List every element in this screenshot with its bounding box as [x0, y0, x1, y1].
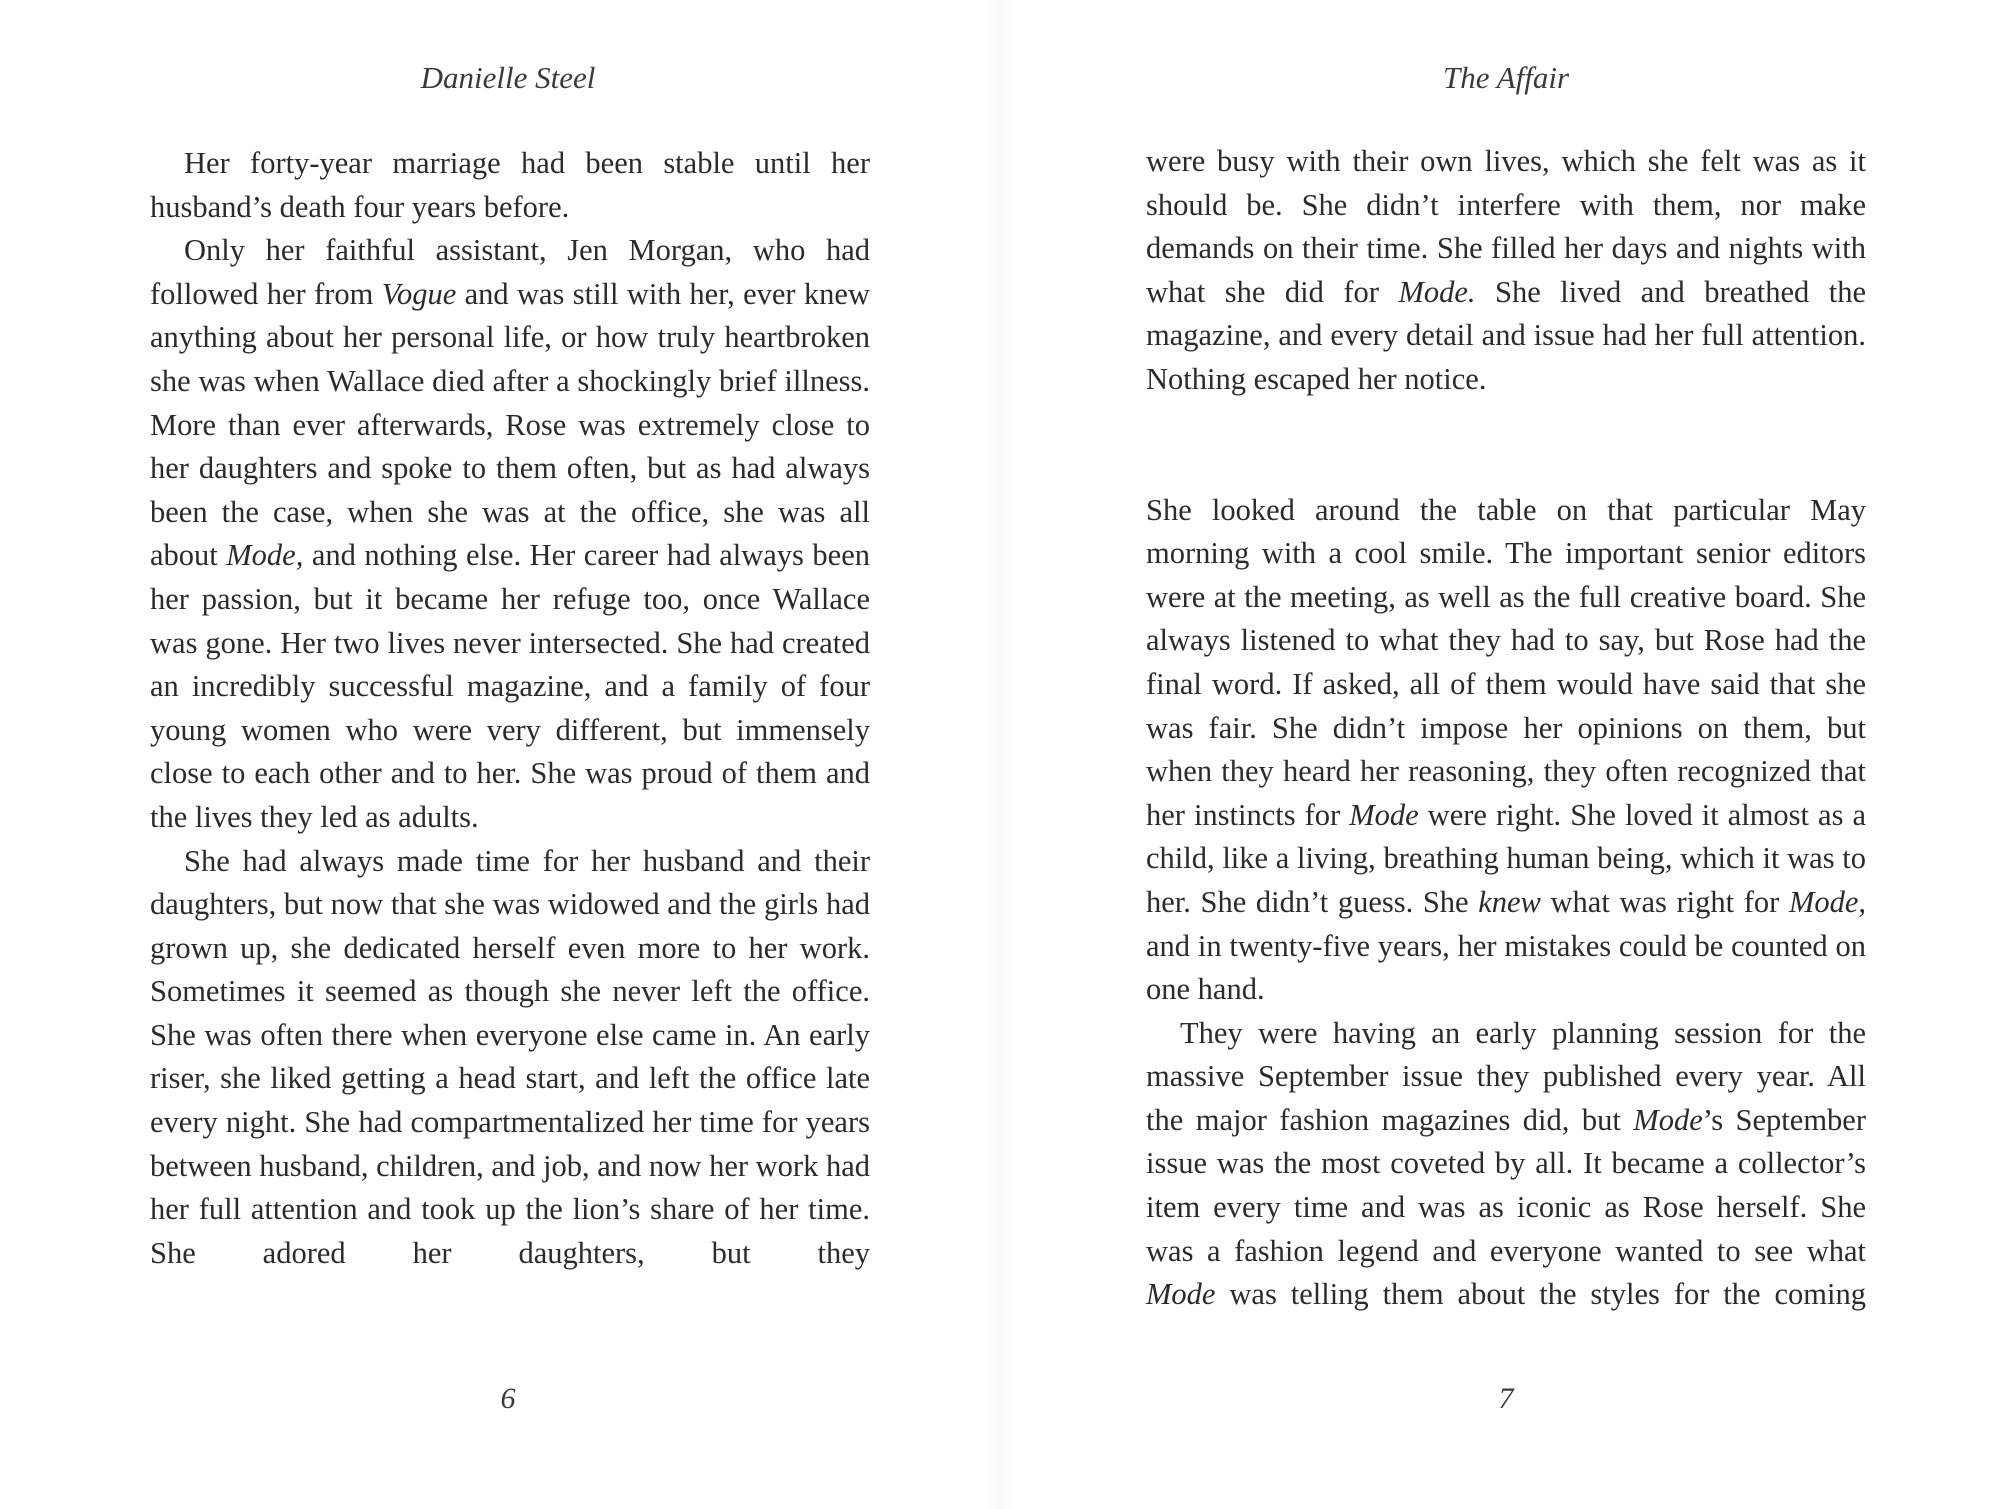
left-page-body: [150, 142, 870, 1275]
italic-title-mode: Mode: [1146, 1277, 1216, 1312]
italic-title-mode: Mode,: [226, 538, 304, 573]
section-break: [1146, 402, 1866, 489]
text-run: and in twenty-five years, her mistakes could be counted on one hand.: [1146, 928, 1866, 1007]
italic-title-vogue: Vogue: [381, 276, 457, 311]
text-run: were right. She loved it almost as a child, like a living, breathing human being, which it was to her. She didn’t guess. She: [1146, 797, 1866, 919]
italic-title-mode: Mode,: [1788, 884, 1867, 919]
text-run: and nothing else. Her career had always been her passion, but it became her refuge too, once Wallace was gone. Her two lives never intersected. She had created an incredibly successful magazine, and a family of four young women who were very different, but immensely close to each other and to her. She was proud of them and the lives they led as adults.: [150, 538, 870, 834]
text-run: Her forty-year marriage had been stable until her husband’s death four years before.: [150, 146, 870, 224]
running-head-author: Danielle Steel: [420, 60, 596, 95]
paragraph: [150, 229, 870, 839]
italic-title-mode: Mode: [1633, 1102, 1703, 1137]
right-page: [1000, 0, 2000, 1509]
right-page-body: [1146, 140, 1866, 1317]
italic-emphasis-knew: knew: [1478, 884, 1541, 919]
paragraph: [1146, 489, 1866, 1012]
text-run: She looked around the table on that particular May morning with a cool smile. The important senior editors were at the meeting, as well as the full creative board. She always listened to what they had to say, but Rose had the final word. If asked, all of them would have said that she was fair. She didn’t impose her opinions on them, but when they heard her reasoning, they often recognized that her instincts for: [1146, 492, 1866, 832]
paragraph: [1146, 140, 1866, 402]
text-run: and was still with her, ever knew anything about her personal life, or how truly heartbroken she was when Wallace died after a shockingly brief illness. More than ever afterwards, Rose was extremely close to her daughters and spoke to them often, but as had always been the case, when she was at the office, she was all about: [150, 276, 870, 573]
paragraph: [1146, 1012, 1866, 1317]
text-run: ’s September issue was the most coveted by all. It became a collector’s item every time and was as iconic as Rose herself. She was a fashion legend and everyone wanted to see what: [1146, 1102, 1866, 1268]
page-number: 6: [500, 1382, 516, 1415]
italic-title-mode: Mode: [1349, 797, 1419, 832]
text-run: what was right for: [1540, 884, 1789, 919]
text-run: Only her faithful assistant, Jen Morgan, who had followed her from: [150, 233, 870, 311]
paragraph: [150, 840, 870, 1276]
text-run: She lived and breathed the magazine, and every detail and issue had her full attention. Nothing escaped her notice.: [1146, 274, 1867, 396]
page-number: 7: [1498, 1382, 1514, 1415]
text-run: were busy with their own lives, which she felt was as it should be. She didn’t interfere with them, nor make demands on their time. She filled her days and nights with what she did for: [1146, 144, 1866, 309]
text-run: They were having an early planning session for the massive September issue they published every year. All the major fashion magazines did, but: [1146, 1015, 1866, 1137]
running-head-title: The Affair: [1442, 60, 1570, 95]
paragraph: [150, 142, 870, 229]
italic-title-mode: Mode.: [1398, 274, 1476, 309]
text-run: was telling them about the styles for the coming: [1215, 1277, 1866, 1312]
text-run: She had always made time for her husband and their daughters, but now that she was widowed and the girls had grown up, she dedicated herself even more to her work. Sometimes it seemed as though she never left the office. She was often there when everyone else came in. An early riser, she liked getting a head start, and left the office late every night. She had compartmentalized her time for years between husband, children, and job, and now her work had her full attention and took up the lion’s share of her time. She adored her daughters, but they: [150, 843, 870, 1270]
